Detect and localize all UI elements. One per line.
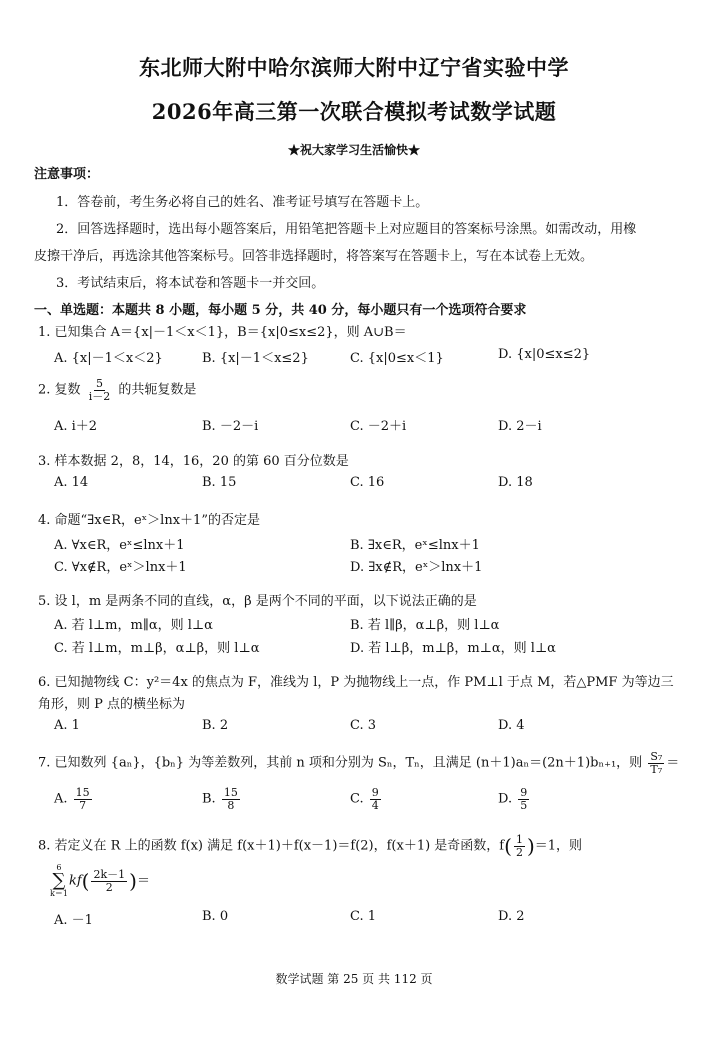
q7-d-den: 5 [520, 798, 528, 812]
q2-fraction [87, 378, 113, 402]
q4-stem: 4. 命题“∃x∈R，eˣ＞lnx＋1”的否定是 [38, 513, 260, 528]
q4-option-b: B. ∃x∈R，eˣ≤lnx＋1 [350, 538, 480, 553]
q3-stem: 3. 样本数据 2，8，14，16，20 的第 60 百分位数是 [38, 454, 349, 469]
notice-item-3: 3．考试结束后，将本试卷和答题卡一并交回。 [56, 276, 325, 291]
motto: ★祝大家学习生活愉快★ [287, 143, 420, 157]
q1-stem: 1. 已知集合 A＝{x|－1＜x＜1}，B＝{x|0≤x≤2}，则 A∪B＝ [38, 325, 407, 340]
q7-pre: 7. 已知数列 {aₙ}，{bₙ} 为等差数列，其前 n 项和分别为 Sₙ，Tₙ，且满足 (n＋1)aₙ＝(2n＋1)bₙ₊₁，则 [38, 755, 643, 771]
q7-option-d [498, 787, 531, 811]
q8-half-fraction [514, 834, 525, 858]
q2-fraction-num: 5 [95, 377, 103, 390]
q8-sum-bottom: k＝1 [50, 889, 68, 898]
q7-b-num: 15 [223, 786, 238, 799]
q3-option-d: D. 18 [498, 475, 533, 490]
q8-line1a: 8. 若定义在 R 上的函数 f(x) 满足 f(x＋1)＋f(x－1)＝f(2)，f(x＋1) 是奇函数，f [38, 838, 505, 854]
q7-b-den: 8 [227, 798, 235, 812]
q7-a-num: 15 [75, 786, 90, 799]
q1-option-b: B. {x|－1＜x≤2} [202, 351, 309, 366]
q7-fraction-num: S₇ [650, 750, 663, 763]
q8-option-b: B. 0 [202, 909, 229, 924]
school-names: 东北师大附中哈尔滨师大附中辽宁省实验中学 [139, 55, 569, 80]
q4-option-c: C. ∀x∉R，eˣ＞lnx＋1 [54, 560, 187, 575]
q5-option-b: B. 若 l∥β，α⊥β，则 l⊥α [350, 618, 500, 633]
q6-option-d: D. 4 [498, 718, 525, 733]
notice-heading: 注意事项： [34, 167, 100, 182]
q6-stem-line-1: 6. 已知抛物线 C：y²＝4x 的焦点为 F，准线为 l，P 为抛物线上一点，作 PM⊥l 于点 M，若△PMF 为等边三 [38, 675, 674, 690]
q4-option-d: D. ∃x∉R，eˣ＞lnx＋1 [350, 560, 483, 575]
q7-c-fraction [370, 787, 381, 811]
q7-c-num: 9 [371, 786, 379, 799]
q7-post: ＝ [666, 755, 680, 771]
q7-option-c [350, 787, 383, 811]
notice-item-1: 1．答卷前，考生务必将自己的姓名、准考证号填写在答题卡上。 [56, 195, 429, 210]
q2-post: 的共轭复数是 [118, 382, 197, 398]
q3-option-c: C. 16 [350, 475, 385, 490]
q7-fraction [648, 751, 664, 775]
q2-option-b: B. －2－i [202, 419, 259, 434]
q2-option-a: A. i＋2 [54, 419, 98, 434]
q1-option-c: C. {x|0≤x＜1} [350, 351, 444, 366]
q8-arg-den: 2 [105, 880, 113, 894]
notice-item-2-line-2: 皮擦干净后，再选涂其他答案标号。回答非选择题时，将答案写在答题卡上，写在本试卷上无效。 [34, 249, 594, 264]
q8-arg-num: 2k－1 [93, 867, 126, 881]
q7-c-den: 4 [371, 798, 379, 812]
exam-title: 2026年高三第一次联合模拟考试数学试题 [151, 99, 557, 124]
q3-option-b: B. 15 [202, 475, 237, 490]
q8-kf: kf [68, 873, 82, 889]
q8-sum-symbol: ∑ [52, 870, 66, 891]
q5-stem: 5. 设 l，m 是两条不同的直线，α，β 是两个不同的平面，以下说法正确的是 [38, 594, 477, 609]
q6-option-c: C. 3 [350, 718, 377, 733]
q8-eq: ＝ [136, 873, 150, 889]
q8-option-a: A. －1 [54, 913, 93, 928]
q2-stem [38, 378, 196, 402]
q8-summation [50, 864, 68, 898]
q7-a-fraction [74, 787, 92, 811]
q2-option-d: D. 2－i [498, 419, 542, 434]
q8-option-c: C. 1 [350, 909, 377, 924]
q7-option-a [54, 787, 94, 811]
q7-option-b [202, 787, 242, 811]
q8-sum-top: 6 [56, 863, 62, 872]
q8-stem-line-1: 8. 若定义在 R 上的函数 f(x) 满足 f(x＋1)＋f(x－1)＝f(2)，f(x＋1) 是奇函数，f( $\frac{1}{2}$ )＝1，则 [38, 833, 583, 859]
q2-option-c: C. －2＋i [350, 419, 407, 434]
q8-line1b: ＝1，则 [534, 838, 583, 854]
q3-option-a: A. 14 [54, 475, 89, 490]
q5-option-c: C. 若 l⊥m，m⊥β，α⊥β，则 l⊥α [54, 641, 260, 656]
q6-stem-line-2: 角形，则 P 点的横坐标为 [38, 697, 186, 712]
q8-option-d: D. 2 [498, 909, 525, 924]
q6-option-b: B. 2 [202, 718, 229, 733]
q1-option-d: D. {x|0≤x≤2} [498, 347, 591, 362]
q8-arg-fraction [91, 869, 127, 893]
q8-stem-line-2: 6 ∑ k＝1 kf( $\frac{2k-1}{2}$ )＝ [50, 863, 150, 898]
q4-option-a: A. ∀x∈R，eˣ≤lnx＋1 [54, 538, 185, 553]
q7-d-fraction [518, 787, 529, 811]
q7-b-fraction [222, 787, 240, 811]
q7-stem [38, 751, 679, 775]
q5-option-a: A. 若 l⊥m，m∥α，则 l⊥α [54, 618, 213, 633]
q5-option-d: D. 若 l⊥β，m⊥β，m⊥α，则 l⊥α [350, 641, 556, 656]
q7-fraction-den: T₇ [650, 762, 663, 776]
notice-item-2-line-1: 2．回答选择题时，选出每小题答案后，用铅笔把答题卡上对应题目的答案标号涂黑。如需改动，用橡 [56, 222, 637, 237]
q2-fraction-den: i－2 [88, 389, 111, 403]
q7-d-label: D. [498, 791, 513, 807]
q7-b-label: B. [202, 791, 216, 807]
q7-a-den: 7 [79, 798, 87, 812]
q2-pre: 2. 复数 [38, 382, 81, 398]
q6-option-a: A. 1 [54, 718, 80, 733]
q7-a-label: A. [54, 791, 68, 807]
page-footer: 数学试题 第 25 页 共 112 页 [275, 972, 433, 986]
section-heading: 一、单选题：本题共 8 小题，每小题 5 分，共 40 分，每小题只有一个选项符合要求 [34, 303, 527, 318]
q8-half-num: 1 [515, 833, 523, 846]
q1-option-a: A. {x|－1＜x＜2} [54, 351, 163, 366]
q7-d-num: 9 [520, 786, 528, 799]
q8-half-den: 2 [515, 845, 523, 859]
q7-c-label: C. [350, 791, 364, 807]
